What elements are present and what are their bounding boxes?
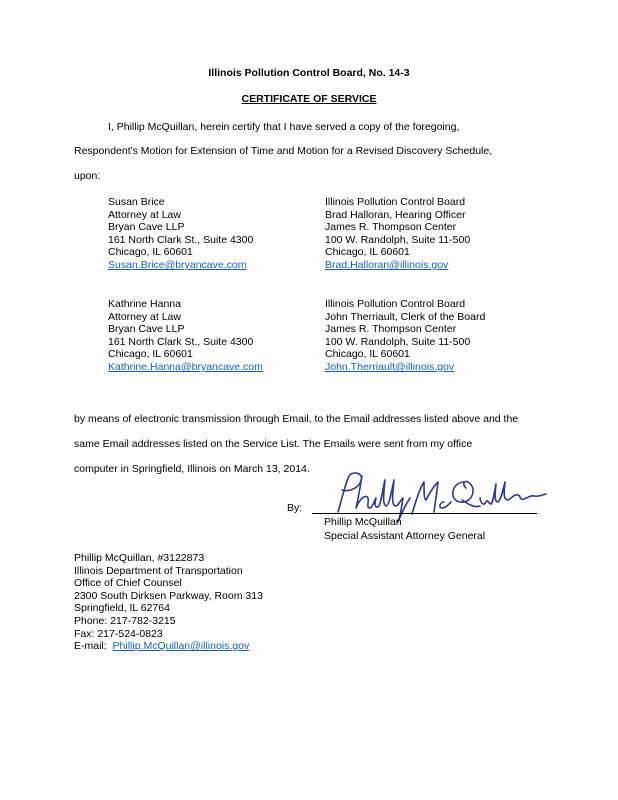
recipient-block-brice — [108, 196, 253, 272]
recipient-org: Bryan Cave LLP — [108, 323, 185, 336]
signature-stroke-p — [338, 473, 361, 512]
recipient-block-halloran — [325, 196, 470, 272]
recipient-title: Attorney at Law — [108, 208, 181, 221]
sender-email-label: E-mail: — [74, 640, 107, 653]
recipient-email-link[interactable]: John.Therriault@illinois.gov — [325, 360, 455, 373]
sender-phone: Phone: 217-782-3215 — [74, 614, 176, 627]
recipient-block-therriault — [325, 298, 485, 374]
sender-name: Phillip McQuillan, #3122873 — [74, 552, 205, 564]
signer-title: Special Assistant Attorney General — [324, 530, 486, 542]
recipient-city: Chicago, IL 60601 — [325, 246, 410, 259]
by-label: By: — [287, 502, 303, 514]
recipient-org: James R. Thompson Center — [325, 221, 457, 234]
signature-stroke-uillan — [480, 482, 546, 504]
recipient-block-hanna — [108, 298, 263, 374]
recipient-title: Brad Halloran, Hearing Officer — [325, 208, 466, 221]
intro-line-3: upon: — [74, 170, 101, 182]
recipient-name: Illinois Pollution Control Board — [325, 196, 466, 208]
sender-address: 2300 South Dirksen Parkway, Room 313 — [74, 589, 263, 602]
recipient-address: 100 W. Randolph, Suite 11-500 — [325, 233, 471, 246]
sender-contact-block — [74, 552, 263, 653]
intro-line-2: Respondent's Motion for Extension of Time and Motion for a Revised Discovery Schedule, — [74, 145, 493, 157]
recipient-org: Bryan Cave LLP — [108, 221, 185, 234]
body-line-2: same Email addresses listed on the Service List. The Emails were sent from my office — [74, 438, 473, 450]
recipient-org: James R. Thompson Center — [325, 323, 457, 336]
signature-stroke-q — [453, 481, 480, 506]
recipient-name: Illinois Pollution Control Board — [325, 298, 466, 310]
certificate-heading: CERTIFICATE OF SERVICE — [241, 93, 377, 105]
recipient-name: Susan Brice — [108, 196, 165, 208]
recipient-city: Chicago, IL 60601 — [108, 246, 193, 259]
recipient-title: Attorney at Law — [108, 310, 181, 323]
recipient-email-link[interactable]: Kathrine.Hanna@bryancave.com — [108, 360, 263, 373]
body-line-3: computer in Springfield, Illinois on March 13, 2014. — [74, 463, 310, 475]
recipient-title: John Therriault, Clerk of the Board — [325, 310, 486, 323]
recipient-name: Kathrine Hanna — [108, 298, 181, 310]
sender-email-link[interactable]: Phillip.McQuillan@illinois.gov — [112, 640, 250, 653]
recipient-city: Chicago, IL 60601 — [108, 348, 193, 361]
recipient-address: 100 W. Randolph, Suite 11-500 — [325, 335, 471, 348]
signature-stroke-c — [440, 502, 451, 508]
recipient-email-link[interactable]: Susan.Brice@bryancave.com — [108, 258, 247, 271]
signature-line — [312, 513, 537, 514]
body-line-1: by means of electronic transmission through Email, to the Email addresses listed above and the — [74, 413, 519, 425]
intro-line-1: I, Phillip McQuillan, herein certify that I have served a copy of the foregoing, — [108, 121, 460, 133]
sender-department: Illinois Department of Transportation — [74, 564, 243, 577]
document-title: Illinois Pollution Control Board, No. 14-3 — [208, 67, 410, 79]
sender-city: Springfield, IL 62764 — [74, 602, 170, 615]
sender-email-line — [74, 640, 263, 653]
sender-fax: Fax: 217-524-0823 — [74, 627, 163, 640]
signature-stroke-m — [412, 482, 438, 514]
recipient-address: 161 North Clark St., Suite 4300 — [108, 233, 254, 246]
recipient-address: 161 North Clark St., Suite 4300 — [108, 335, 254, 348]
recipient-email-link[interactable]: Brad.Halloran@illinois.gov — [325, 258, 449, 271]
sender-office: Office of Chief Counsel — [74, 577, 182, 590]
signer-name: Phillip McQuillan — [324, 516, 402, 528]
recipient-city: Chicago, IL 60601 — [325, 348, 410, 361]
